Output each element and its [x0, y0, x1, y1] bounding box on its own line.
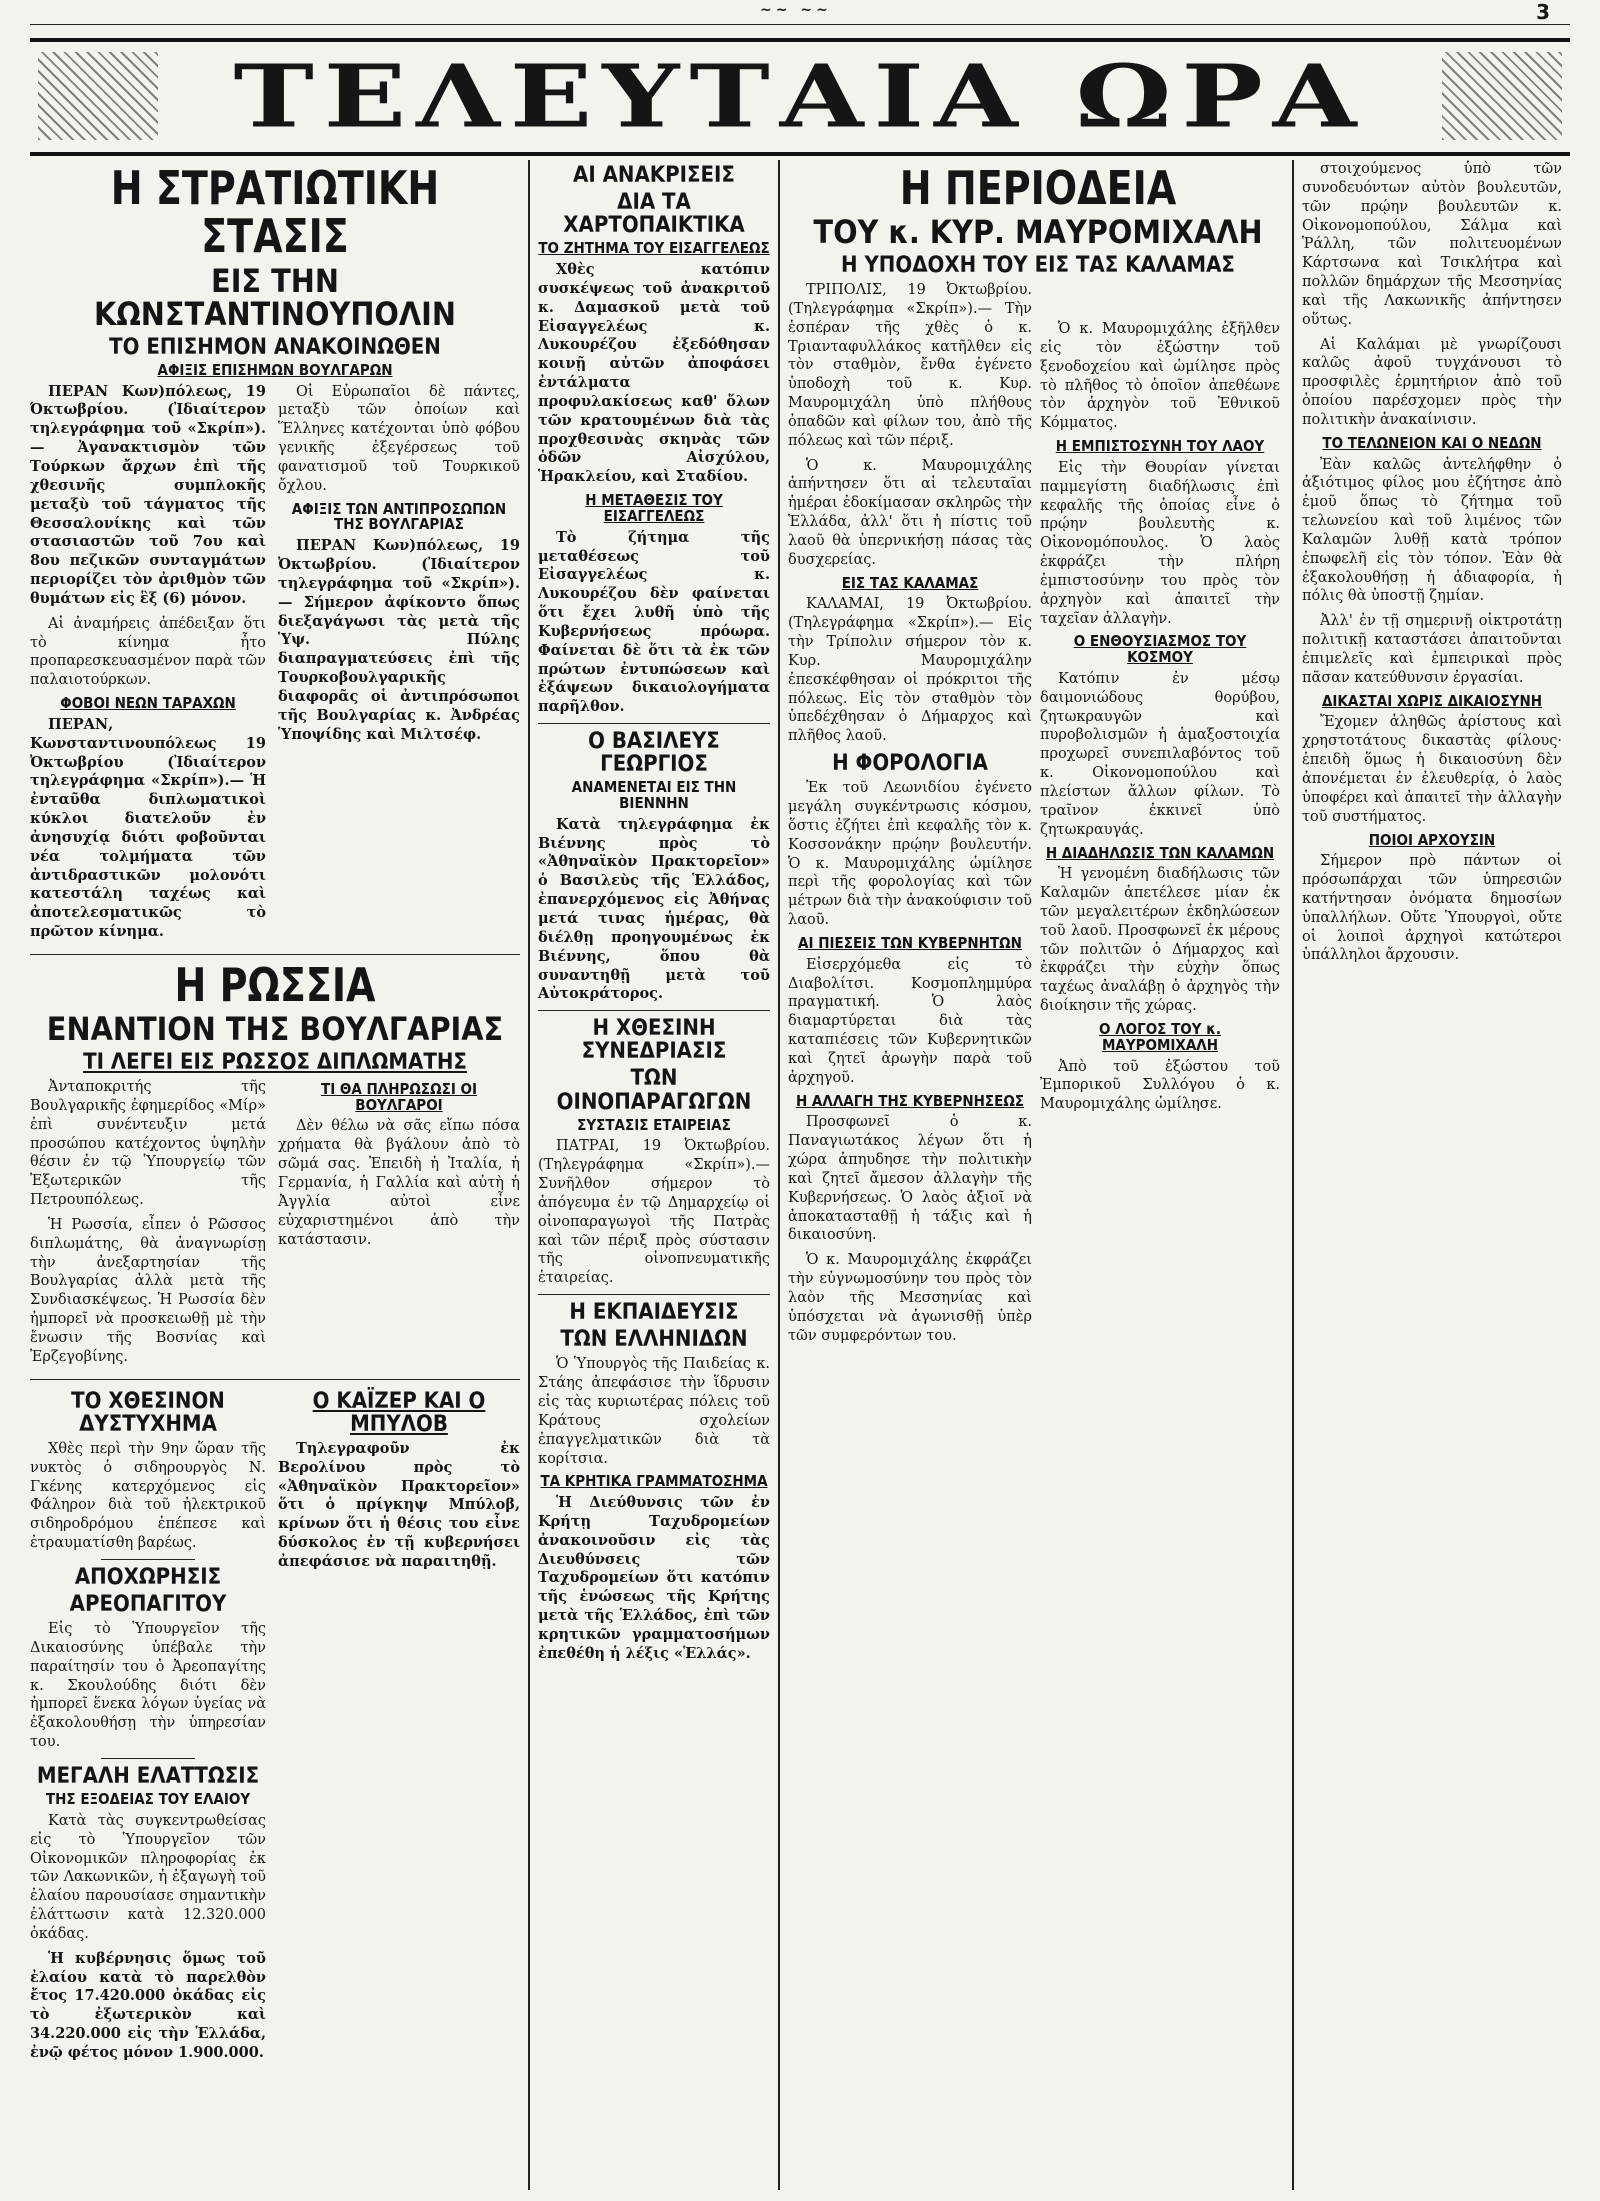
paragraph: ΠΕΡΑΝ Κων)πόλεως, 19 Ὀκτωβρίου. (Ἰδιαίτερον τηλεγράφημα τοῦ «Σκρίπ»).— Σήμερον ἀφίκοντο ὅπως διεξαγάγωσι τὰς μετὰ τῆς Ὑψ. Πύλης διαπραγματεύσεις ἐπὶ τῆς Τουρκοβουλγαρικῆς διαφορᾶς οἱ ἀντιπρόσωποι τῆς Βουλγαρίας κ. Ἀνδρέας Ὑποψίδης καὶ Μιλτσέφ. [278, 537, 520, 743]
paragraph: Κατὰ τηλεγράφημα ἐκ Βιέννης πρὸς τὸ «Ἀθηναϊκὸν Πρακτορεῖον» ὁ Βασιλεὺς τῆς Ἑλλάδος, ἐπανερχόμενος εἰς Ἀθήνας μετά τινας ἡμέρας, θὰ διέλθῃ προηγουμένως ἐκ Βιέννης, ὅπου θὰ συναντηθῇ μετὰ τοῦ Αὐτοκράτορος. [538, 815, 770, 1003]
column-rule [778, 160, 780, 2190]
decorative-mark: ~~ ~~ [760, 2, 832, 18]
paragraph: ΠΑΤΡΑΙ, 19 Ὀκτωβρίου. (Τηλεγράφημα «Σκρίπ»).— Συνῆλθον σήμερον τὸ ἀπόγευμα ἐν τῷ Δημαρχείῳ οἱ οἰνοπαραγωγοὶ τῆς Πατρὰς καὶ τῶν πέριξ πρὸς σύστασιν τῆς οἰνοπνευματικῆς ἑταιρείας. [538, 1138, 770, 1287]
subheadline: Η ΜΕΤΑΘΕΣΙΣ ΤΟΥ ΕΙΣΑΓΓΕΛΕΩΣ [585, 491, 723, 525]
subheadline: ΦΟΒΟΙ ΝΕΩΝ ΤΑΡΑΧΩΝ [60, 694, 236, 713]
headline: Η ΣΤΡΑΤΙΩΤΙΚΗ ΣΤΑΣΙΣ [110, 161, 440, 264]
masthead-title: ΤΕΛΕΥΤΑΙΑ ΩΡΑ [233, 46, 1367, 148]
column-4 [1040, 320, 1280, 2190]
divider [538, 723, 770, 724]
paragraph: Ἀνταποκριτής τῆς Βουλγαρικῆς ἐφημερίδος «Μίρ» ἐπὶ συνέντευξιν μετά προσώπου κατέχοντος ὑψηλὴν θέσιν ἐν τῷ Ὑπουργείῳ τῶν Ἐξωτερικῶν τῆς Πετρουπόλεως. [30, 1078, 266, 1209]
paragraph: Ὁ κ. Μαυρομιχάλης ἐξῆλθεν εἰς τὸν ἐξώστην τοῦ ξενοδοχείου καὶ ὡμίλησε πρὸς τὸ πλῆθος τὸ ὁποῖον ἀπεθέωνε τὸν ἀρχηγὸν τοῦ Ἐθνικοῦ Κόμματος. [1040, 321, 1280, 432]
paragraph: Ὁ κ. Μαυρομιχάλης ἐκφράζει τὴν εὐγνωμοσύνην του πρὸς τὸν λαὸν τῆς Μεσσηνίας καὶ ὑπόσχεται νὰ ἀγωνισθῇ ὑπὲρ τῶν συμφερόντων του. [788, 1252, 1032, 1344]
paragraph: Ὁ Ὑπουργὸς τῆς Παιδείας κ. Στάης ἀπεφάσισε τὴν ἵδρυσιν εἰς τὰς κυριωτέρας πόλεις τοῦ Κράτους σχολείων ἐπαγγελματικῶν διὰ τὰ κορίτσια. [538, 1356, 770, 1467]
column-rule [528, 160, 530, 2190]
divider [30, 1379, 520, 1380]
subheadline: ΤΟ ΖΗΤΗΜΑ ΤΟΥ ΕΙΣΑΓΓΕΛΕΩΣ [538, 239, 770, 258]
paragraph: Χθὲς περὶ τὴν 9ην ὥραν τῆς νυκτὸς ὁ σιδηρουργὸς Ν. Γκένης κατερχόμενος εἰς Φάληρον διὰ τοῦ ἠλεκτρικοῦ σιδηροδρόμου ἐπέπεσε καὶ ἐτραυματίσθη βαρέως. [30, 1440, 266, 1552]
masthead [30, 38, 1570, 156]
headline: ΤΟ ΧΘΕΣΙΝΟΝ ΔΥΣΤΥΧΗΜΑ [71, 1388, 225, 1437]
paragraph: ΠΕΡΑΝ, Κωνσταντινουπόλεως 19 Ὀκτωβρίου (Ἰδιαίτερον τηλεγράφημα «Σκρίπ»).— Ἡ ἐνταῦθα διπλωματικοὶ κύκλοι διατελοῦν ἐν ἀνησυχίᾳ διότι φοβοῦνται νέα τολμήματα τῶν ἀντιδραστικῶν μολονότι κατεστάλη ταχέως καὶ ἀποτελεσματικῶς τὸ πρῶτον κίνημα. [30, 715, 266, 941]
subheadline: ΑΝΑΜΕΝΕΤΑΙ ΕΙΣ ΤΗΝ ΒΙΕΝΝΗΝ [571, 778, 737, 813]
divider [538, 1010, 770, 1011]
column-rule [1292, 160, 1294, 2190]
page-topline [30, 2, 1570, 25]
paragraph: ΠΕΡΑΝ Κων)πόλεως, 19 Όκτωβρίου. (Ἰδιαίτερον τηλεγράφημα τοῦ «Σκρίπ»).— Ἀγανακτισμὸν τῶν Τούρκων ἄρχων ἐπὶ τῆς χθεσινῆς συμπλοκῆς μεταξὺ τοῦ τάγματος τῆς Θεσσαλονίκης καὶ τῶν στασιαστῶν τοῦ 7ου καὶ 8ου πεζικῶν συνταγμάτων περιορίζει τὸν ἀριθμὸν τῶν θυμάτων εἰς ἓξ (6) μόνον. [30, 382, 266, 607]
subheadline: Ο ΛΟΓΟΣ ΤΟΥ κ. ΜΑΥΡΟΜΙΧΑΛΗ [1099, 1020, 1221, 1054]
paragraph: Τὸ ζήτημα τῆς μεταθέσεως τοῦ Εἰσαγγελέως κ. Λυκουρέζου δὲν φαίνεται ὅτι ἔχει λυθῆ ὑπὸ τῆς Κυβερνήσεως πρόωρα. Φαίνεται δὲ ὅτι τὰ ἐκ τῶν πρώτων ἐντυπώσεων καὶ ἐξάψεων δικαιολογήματα παρῆλθον. [538, 528, 770, 716]
divider [101, 1758, 195, 1759]
subheadline: ΔΙΚΑΣΤΑΙ ΧΩΡΙΣ ΔΙΚΑΙΟΣΥΝΗ [1321, 691, 1543, 710]
subheadline: Η ΕΜΠΙΣΤΟΣΥΝΗ ΤΟΥ ΛΑΟΥ [1055, 437, 1265, 456]
paragraph: Τηλεγραφοῦν ἐκ Βερολίνου πρὸς τὸ «Ἀθηναϊκὸν Πρακτορεῖον» ὅτι ὁ πρίγκηψ Μπύλοβ, κρίνων ὅτι ἡ θέσις του εἶνε δύσκολος ἐν τῇ κυβερνήσει ἀπεφάσισε νὰ παραιτηθῇ. [278, 1439, 520, 1570]
paragraph: Ἐκ τοῦ Λεωνιδίου ἐγένετο μεγάλη συγκέντρωσις κόσμου, ὅστις ἐζήτει ἐπὶ κεφαλῆς τὸν κ. Κοσσονάκην πρῴην βουλευτήν. Ὁ κ. Μαυρομιχάλης ὡμίλησε περὶ τῆς φορολογίας καὶ τῶν μέτρων διὰ τὴν ἀνακούφισιν τοῦ λαοῦ. [788, 780, 1032, 929]
headline: Η ΠΕΡΙΟΔΕΙΑ [899, 161, 1177, 215]
subheadline: ΤΙ ΘΑ ΠΛΗΡΩΣΩΣΙ ΟΙ ΒΟΥΛΓΑΡΟΙ [320, 1079, 478, 1114]
headline: ΑΠΟΧΩΡΗΣΙΣ [74, 1564, 222, 1590]
paragraph: Ἡ Διεύθυνσις τῶν ἐν Κρήτῃ Ταχυδρομείων ἀνακοινοῦσιν εἰς τὰς Διευθύνσεις τῶν Ταχυδρομείων ὅτι κατόπιν τῆς ἑνώσεως τῆς Κρήτης μετὰ τῆς Ἑλλάδος, ἐπὶ τῶν κρητικῶν γραμματοσήμων ἐπεθέθη ἡ λέξις «Ἑλλάς». [538, 1494, 770, 1662]
headline: Ο ΚΑΪΖΕΡ ΚΑΙ Ο ΜΠΥΛΟΒ [312, 1388, 486, 1437]
subheadline: ΤΗΣ ΕΞΟΔΕΙΑΣ ΤΟΥ ΕΛΑΙΟΥ [45, 1790, 251, 1809]
headline: ΑΡΕΟΠΑΓΙΤΟΥ [69, 1591, 227, 1617]
paragraph: Ἡ Ρωσσία, εἶπεν ὁ Ρῶσσος διπλωμάτης, θὰ ἀναγνωρίσῃ τὴν ἀνεξαρτησίαν τῆς Βουλγαρίας ἀλλὰ μετὰ τῆς Συνδιασκέψεως. Ἡ Ρωσσία δὲν ἠμπορεῖ νὰ προσκειωθῇ μὲ τὴν ἔνωσιν τῆς Βοσνίας καὶ Ἐρζεγοβίνης. [30, 1216, 266, 1365]
paragraph: Αἱ Καλάμαι μὲ γνωρίζουσι καλῶς ἀφοῦ τυγχάνουσι τὸ προσφιλὲς ἐρμητήριον ἀπὸ τοῦ ὁποίου παρέσχομεν πρὸς τὴν πολιτικὴν ἀνακαίνισιν. [1302, 336, 1562, 428]
paragraph: Κατόπιν ἐν μέσῳ δαιμονιώδους θορύβου, ζητωκραυγῶν καὶ πυροβολισμῶν ἡ ἁμαξοστοιχία προχωρεῖ συνεπιλαβόντος τοῦ κ. Οἰκονομοπούλου καὶ πλείστων ἄλλων φίλων. Τὸ τραῖνον ἐκκινεῖ ὑπὸ ζητωκραυγάς. [1040, 670, 1280, 838]
headline: Η ΕΚΠΑΙΔΕΥΣΙΣ [569, 1300, 739, 1326]
headline: Η ΡΩΣΣΙΑ [174, 958, 376, 1012]
subheadline: ΤΟ ΕΠΙΣΗΜΟΝ ΑΝΑΚΟΙΝΩΘΕΝ [109, 334, 441, 360]
column-1 [30, 160, 520, 2190]
subheadline: ΑΦΙΞΙΣ ΕΠΙΣΗΜΩΝ ΒΟΥΛΓΑΡΩΝ [157, 360, 393, 379]
subheadline: ΑΦΙΞΙΣ ΤΩΝ ΑΝΤΙΠΡΟΣΩΠΩΝ ΤΗΣ ΒΟΥΛΓΑΡΙΑΣ [291, 499, 507, 534]
paragraph: Οἱ Εὐρωπαῖοι δὲ πάντες, μεταξὺ τῶν ὁποίων καὶ Ἕλληνες κατέχονται ὑπὸ φόβου γενικῆς ἐξεγέρσεως τοῦ φανατισμοῦ τοῦ Τουρκικοῦ ὄχλου. [278, 383, 520, 494]
paragraph: ΚΑΛΑΜΑΙ, 19 Ὀκτωβρίου. (Τηλεγράφημα «Σκρίπ»).— Εἰς τὴν Τρίπολιν σήμερον τὸν κ. Κυρ. Μαυρομιχάλην ἐπεσκέφθησαν οἱ πρόκριτοι τῆς πόλεως. Εἰς τὸν σταθμὸν τὸν ὑπεδέχθησαν ὁ Δήμαρχος καὶ πλῆθος λαοῦ. [788, 596, 1032, 745]
subheadline: Η ΔΙΑΔΗΛΩΣΙΣ ΤΩΝ ΚΑΛΑΜΩΝ [1045, 843, 1275, 862]
paragraph: Ἀλλ' ἐν τῇ σημερινῇ οἰκτροτάτῃ πολιτικῇ καταστάσει ἀπαιτοῦνται ἐπιμελεῖς καὶ ἐμπειρικαὶ πρὸς πᾶσαν κατεύθυνσιν ἐργασίαι. [1302, 613, 1562, 686]
paragraph: ΤΡΙΠΟΛΙΣ, 19 Ὀκτωβρίου. (Τηλεγράφημα «Σκρίπ»).— Τὴν ἑσπέραν τῆς χθὲς ὁ κ. Τριανταφυλλάκος κατῆλθεν εἰς τὸν σταθμὸν, ἔνθα ἐγένετο ὑποδοχὴ τοῦ κ. Κυρ. Μαυρομιχάλη ὑπὸ πλήθους ὀπαδῶν καὶ φίλων του, ἀπὸ τῆς πόλεως καὶ τῶν πέριξ. [788, 281, 1032, 449]
paragraph: Προσφωνεῖ ὁ κ. Παναγιωτάκος λέγων ὅτι ἡ χώρα ἀπηυδησε τὴν πολιτικὴν καὶ ζητεῖ ἄμεσον ἀλλαγὴν τῆς Κυβερνήσεως. Ὁ λαὸς ἀξιοῖ νὰ ἀποκατασταθῇ ἡ τάξις καὶ ἡ δικαιοσύνη. [788, 1114, 1032, 1244]
headline: ΤΩΝ ΕΛΛΗΝΙΔΩΝ [560, 1327, 748, 1353]
subheadline: ΑΙ ΠΙΕΣΕΙΣ ΤΩΝ ΚΥΒΕΡΝΗΤΩΝ [798, 933, 1022, 952]
paragraph: Ὁ κ. Μαυρομιχάλης ἀπήντησεν ὅτι αἱ τελευταῖαι ἡμέραι ἐδοκίμασαν σκληρῶς τὴν Ἑλλάδα, ἀλλ' ὅτι ἡ πίστις τοῦ λαοῦ θὰ ὑπερνικήσῃ πάσας τὰς δυσχερείας. [788, 457, 1032, 568]
headline: ΤΟΥ κ. ΚΥΡ. ΜΑΥΡΟΜΙΧΑΛΗ [813, 213, 1263, 252]
subheadline: ΣΥΣΤΑΣΙΣ ΕΤΑΙΡΕΙΑΣ [577, 1115, 731, 1134]
headline: Η ΦΟΡΟΛΟΓΙΑ [832, 751, 988, 777]
paragraph: Κατὰ τὰς συγκεντρωθείσας εἰς τὸ Ὑπουργεῖον τῶν Οἰκονομικῶν πληροφορίας ἐκ τῶν Λακωνικῶν, ἡ ἐξαγωγὴ τοῦ ἐλαίου παρουσίασε σημαντικὴν ἐλάττωσιν κατὰ 12.320.000 ὀκάδας. [30, 1812, 266, 1942]
headline: Η ΧΘΕΣΙΝΗ ΣΥΝΕΔΡΙΑΣΙΣ [581, 1016, 727, 1065]
masthead-ornament-left [38, 52, 158, 140]
subheadline: Η ΑΛΛΑΓΗ ΤΗΣ ΚΥΒΕΡΝΗΣΕΩΣ [795, 1091, 1025, 1110]
divider [538, 1294, 770, 1295]
masthead-ornament-right [1442, 52, 1562, 140]
paragraph: Ἡ γενομένη διαδήλωσις τῶν Καλαμῶν ἀπετέλεσε μίαν ἐκ τῶν μεγαλειτέρων ἐκδηλώσεων τοῦ λαοῦ. Προσφωνεῖ ἐκ μέρους τῶν πολιτῶν ὁ Δήμαρχος καὶ ἐκφράζει τὴν εὐχὴν ὅπως ταχέως ἀναλάβῃ ὁ ἀρχηγὸς τὴν διοίκησιν τῆς χώρας. [1040, 866, 1280, 1015]
subheadline: ΤΟ ΤΕΛΩΝΕΙΟΝ ΚΑΙ Ο ΝΕΔΩΝ [1322, 433, 1542, 452]
subheadline: Ο ΕΝΘΟΥΣΙΑΣΜΟΣ ΤΟΥ ΚΟΣΜΟΥ [1073, 632, 1247, 667]
subheadline: ΠΟΙΟΙ ΑΡΧΟΥΣΙΝ [1368, 830, 1496, 849]
paragraph: Εἰς τὴν Θουρίαν γίνεται παμμεγίστη διαδήλωσις ἐπὶ κεφαλῆς τῆς ὁποίας εἶνε ὁ πρῴην βουλευτὴς κ. Οἰκονομόπουλος. Ὁ λαὸς ἐκφράζει τὴν πλήρη ἐμπιστοσύνην του πρὸς τὸν ἀρχηγὸν καὶ ἀπαιτεῖ τὴν ταχεῖαν ἀλλαγὴν. [1040, 459, 1280, 627]
paragraph: Σήμερον πρὸ πάντων οἱ πρόσωπάρχαι τῶν ὑπηρεσιῶν κατήντησαν ὀνόματα δημοσίων ὑπαλλήλων. Οὔτε Ὑπουργοὶ, οὔτε οἱ λοιποὶ ἀρχηγοὶ κατώτεροι ὑπάλληλοι ἄρχουσιν. [1302, 853, 1562, 964]
paragraph: Δὲν θέλω νὰ σᾶς εἴπω πόσα χρήματα θὰ βγάλουν ἀπὸ τὸ σῶμά σας. Ἐπειδὴ ἡ Ἰταλία, ἡ Γερμανία, ἡ Γαλλία καὶ αὐτὴ ἡ Ἀγγλία αὐτοὶ εἶνε εὐχαριστημένοι ἀπὸ τὴν κατάστασιν. [278, 1118, 520, 1248]
paragraph: Εἰσερχόμεθα εἰς τὸ Διαβολίτσι. Κοσμοπλημμύρα πραγματική. Ὁ λαὸς διαμαρτύρεται διὰ τὰς καταπιέσεις τῶν Κυβερνητικῶν καὶ ζητεῖ ἀρωγὴν παρὰ τοῦ ἀρχηγοῦ. [788, 956, 1032, 1086]
headline: ΕΙΣ ΤΗΝ ΚΩΝΣΤΑΝΤΙΝΟΥΠΟΛΙΝ [94, 261, 456, 334]
paragraph: Ἡ κυβέρνησις ὅμως τοῦ ἐλαίου κατὰ τὸ παρελθὸν ἔτος 17.420.000 ὀκάδας εἰς τὸ ἐξωτερικὸν καὶ 34.220.000 εἰς τὴν Ἑλλάδα, ἐνῷ φέτος μόνον 1.900.000. [30, 1949, 266, 2061]
headline: ΔΙΑ ΤΑ ΧΑΡΤΟΠΑΙΚΤΙΚΑ [563, 190, 745, 239]
paragraph: Ἔχομεν ἀληθῶς ἀρίστους καὶ χρηστοτάτους δικαστὰς φίλους· ἐπειδὴ ὅμως ἡ δικαιοσύνη δὲν ἀπονέμεται ἐν ἐλευθερίᾳ, ὁ λαὸς ὑποφέρει καὶ ἀπαιτεῖ τὴν ἀλλαγὴν τοῦ συστήματος. [1302, 714, 1562, 825]
headline: ΕΝΑΝΤΙΟΝ ΤΗΣ ΒΟΥΛΓΑΡΙΑΣ [46, 1010, 504, 1049]
paragraph: Ἐὰν καλῶς ἀντελήφθην ὁ ἀξιότιμος φίλος μου ἐζήτησε ἀπὸ ἐμοῦ ὅπως τὸ ζήτημα τοῦ τελωνείου καὶ τοῦ λιμένος τῶν Καλαμῶν λυθῇ κατὰ τρόπον ἐπωφελῆ εἰς τὸν τόπον. Ἐὰν θὰ ἐξακολουθήσῃ ἡ ἀδιαφορία, ἡ πόλις θὰ ὑποστῇ ζημίαν. [1302, 456, 1562, 605]
paragraph: Χθὲς κατόπιν συσκέψεως τοῦ ἀνακριτοῦ κ. Δαμασκοῦ μετὰ τοῦ Εἰσαγγελέως κ. Λυκουρέζου ἐξεδόθησαν κοινῇ αὐτῶν ἀποφάσει ἐντάλματα προφυλακίσεως καθ' ὅλων τῶν κρατουμένων διὰ τὰς προχθεσινὰς σκηνὰς τῶν ὁδῶν Αἰσχύλου, Ἡρακλείου, καὶ Σταδίου. [538, 261, 770, 486]
subheadline: ΕΙΣ ΤΑΣ ΚΑΛΑΜΑΣ [841, 573, 979, 592]
headline: ΑΙ ΑΝΑΚΡΙΣΕΙΣ [573, 163, 735, 188]
column-2 [538, 160, 770, 2190]
paragraph: στοιχούμενος ὑπὸ τῶν συνοδευόντων αὐτὸν βουλευτῶν, τῶν πρῴην βουλευτῶν κ. Οἰκονομοπούλου, Σάλμα καὶ Ῥάλλη, τῶν πολιτευομένων Κάρτσωνα καὶ Τσικλήτρα καὶ πολλῶν δημάρχων τῆς Μεσσηνίας καὶ τῆς Λακωνικῆς ἀπήντησεν οὕτως. [1302, 161, 1562, 328]
subheadline: ΤΙ ΛΕΓΕΙ ΕΙΣ ΡΩΣΣΟΣ ΔΙΠΛΩΜΑΤΗΣ [83, 1049, 467, 1075]
paragraph: Εἰς τὸ Ὑπουργεῖον τῆς Δικαιοσύνης ὑπέβαλε τὴν παραίτησίν του ὁ Ἀρεοπαγίτης κ. Σκουλούδης διότι δὲν ἠμπορεῖ ἕνεκα λόγων ὑγείας νὰ ἐξακολουθήσῃ τὴν ὑπηρεσίαν του. [30, 1621, 266, 1751]
subheadline: ΤΑ ΚΡΗΤΙΚΑ ΓΡΑΜΜΑΤΟΣΗΜΑ [540, 1472, 768, 1491]
paragraph: Ἀπὸ τοῦ ἐξώστου τοῦ Ἐμπορικοῦ Συλλόγου ὁ κ. Μαυρομιχάλης ὡμίλησε. [1040, 1058, 1280, 1113]
headline: ΤΩΝ ΟΙΝΟΠΑΡΑΓΩΓΩΝ [556, 1066, 752, 1115]
paragraph: Αἱ ἀναμήρεις ἀπέδειξαν ὅτι τὸ κίνημα ἦτο προπαρεσκευασμένον παρὰ τῶν παλαιοτούρκων. [30, 615, 266, 689]
divider [101, 1559, 195, 1560]
page-number: 3 [1536, 0, 1550, 24]
column-5 [1302, 160, 1562, 2190]
subheadline: Η ΥΠΟΔΟΧΗ ΤΟΥ ΕΙΣ ΤΑΣ ΚΑΛΑΜΑΣ [841, 252, 1235, 278]
headline: ΜΕΓΑΛΗ ΕΛΑΤΤΩΣΙΣ [36, 1763, 260, 1789]
headline: Ο ΒΑΣΙΛΕΥΣ ΓΕΩΡΓΙΟΣ [588, 729, 720, 778]
divider [30, 954, 520, 955]
